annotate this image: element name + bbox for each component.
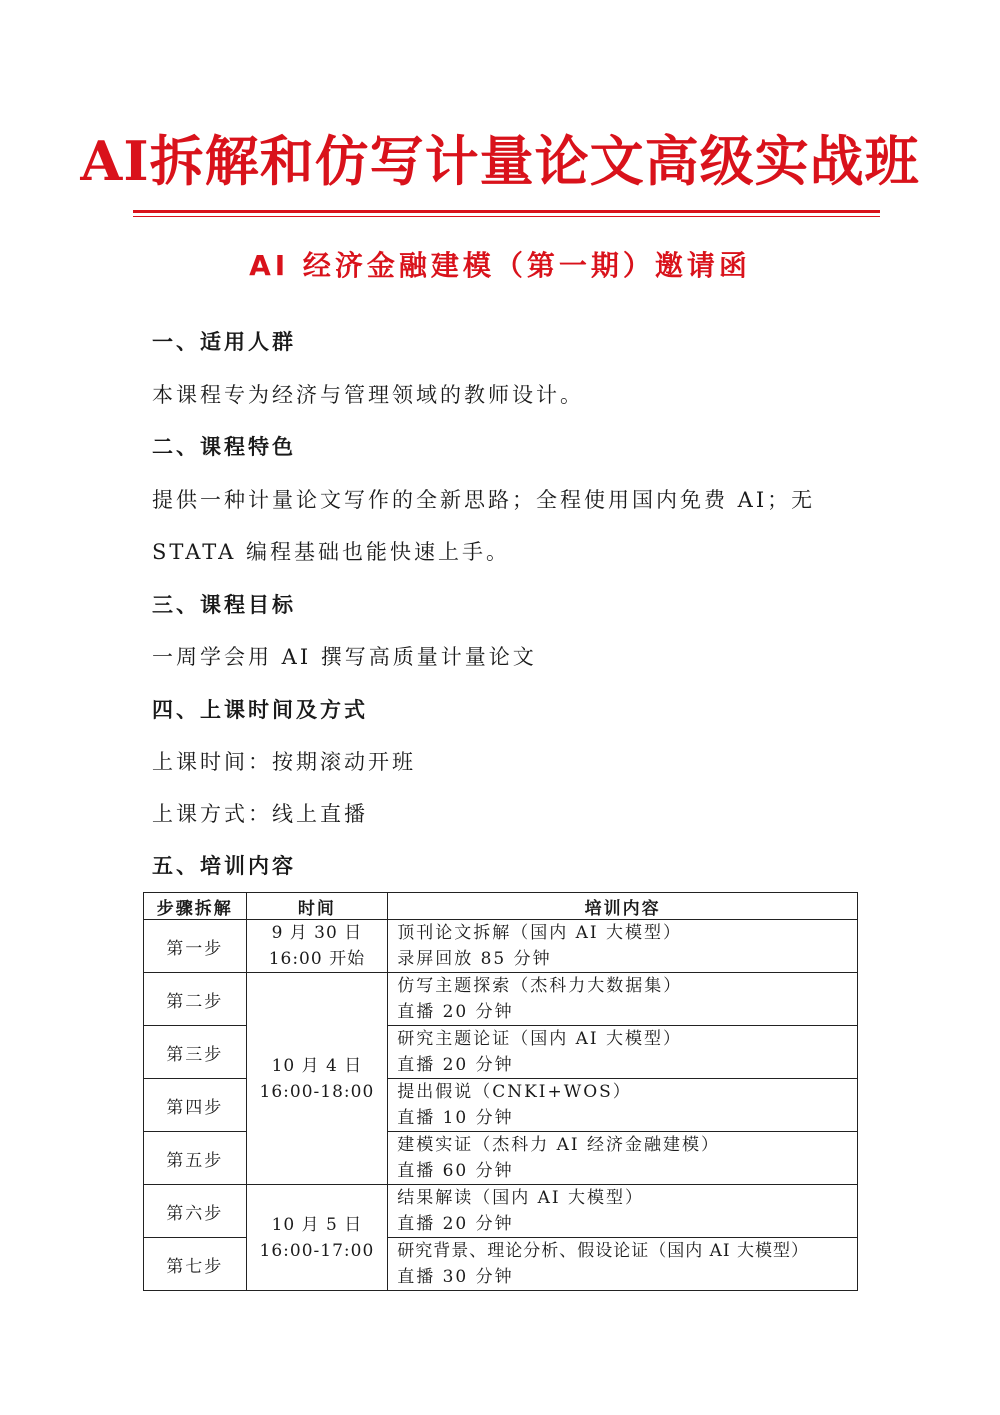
content-duration: 直播 60 分钟: [397, 1161, 514, 1181]
time-cell: [246, 920, 388, 973]
content-cell: [388, 1238, 858, 1291]
content-topic: 仿写主题探索（杰科力大数据集）: [397, 976, 683, 996]
page-subtitle: AI 经济金融建模（第一期）邀请函: [249, 249, 751, 282]
table-header-row: [144, 893, 858, 920]
content-duration: 直播 10 分钟: [397, 1108, 514, 1128]
time-date: 10 月 4 日: [271, 1055, 363, 1076]
section-heading-content: 五、培训内容: [152, 854, 296, 878]
content-duration: 直播 30 分钟: [397, 1267, 514, 1287]
table-header-content: 培训内容: [388, 893, 858, 920]
step-cell: 第四步: [144, 1079, 247, 1132]
title-divider-thick: [133, 210, 880, 213]
section-heading-audience: 一、适用人群: [152, 330, 296, 354]
section-heading-features: 二、课程特色: [152, 435, 296, 459]
table-row: [144, 920, 858, 973]
step-cell: 第五步: [144, 1132, 247, 1185]
section-text-features-1: 提供一种计量论文写作的全新思路；全程使用国内免费 AI；无: [152, 488, 816, 512]
content-topic: 结果解读（国内 AI 大模型）: [397, 1188, 645, 1208]
step-cell: 第三步: [144, 1026, 247, 1079]
step-cell: 第一步: [144, 920, 247, 973]
table-row: [144, 1185, 858, 1238]
content-cell: [388, 1132, 858, 1185]
content-topic: 提出假说（CNKI+WOS）: [397, 1082, 632, 1102]
content-topic: 研究背景、理论分析、假设论证（国内 AI 大模型）: [397, 1241, 810, 1261]
section-heading-goal: 三、课程目标: [152, 593, 296, 617]
content-topic: 研究主题论证（国内 AI 大模型）: [397, 1029, 683, 1049]
section-heading-schedule: 四、上课时间及方式: [152, 698, 368, 722]
time-cell: [246, 1185, 388, 1291]
time-hours: 16:00-18:00: [259, 1081, 375, 1102]
time-hours: 16:00-17:00: [259, 1240, 375, 1261]
section-text-schedule-time: 上课时间：按期滚动开班: [152, 750, 416, 774]
content-cell: [388, 1079, 858, 1132]
table-header-time: 时间: [246, 893, 388, 920]
content-duration: 录屏回放 85 分钟: [397, 949, 552, 969]
table-header-step: 步骤拆解: [144, 893, 247, 920]
content-topic: 顶刊论文拆解（国内 AI 大模型）: [397, 923, 683, 943]
content-cell: [388, 1026, 858, 1079]
title-divider-thin: [133, 216, 880, 217]
step-cell: 第七步: [144, 1238, 247, 1291]
content-duration: 直播 20 分钟: [397, 1002, 514, 1022]
content-cell: [388, 973, 858, 1026]
content-cell: [388, 920, 858, 973]
training-table: [143, 892, 858, 1291]
content-duration: 直播 20 分钟: [397, 1055, 514, 1075]
section-text-goal: 一周学会用 AI 撰写高质量计量论文: [152, 645, 537, 669]
time-cell: [246, 973, 388, 1185]
section-text-features-2: STATA 编程基础也能快速上手。: [152, 540, 510, 564]
section-text-schedule-mode: 上课方式：线上直播: [152, 802, 368, 826]
content-duration: 直播 20 分钟: [397, 1214, 514, 1234]
content-cell: [388, 1185, 858, 1238]
table-row: [144, 973, 858, 1026]
time-date: 9 月 30 日: [271, 923, 363, 943]
step-cell: 第二步: [144, 973, 247, 1026]
time-date: 10 月 5 日: [271, 1214, 363, 1235]
step-cell: 第六步: [144, 1185, 247, 1238]
page-title: AI拆解和仿写计量论文高级实战班: [80, 129, 920, 193]
time-hours: 16:00 开始: [268, 949, 366, 969]
section-text-audience: 本课程专为经济与管理领域的教师设计。: [152, 383, 584, 407]
content-topic: 建模实证（杰科力 AI 经济金融建模）: [397, 1135, 721, 1155]
